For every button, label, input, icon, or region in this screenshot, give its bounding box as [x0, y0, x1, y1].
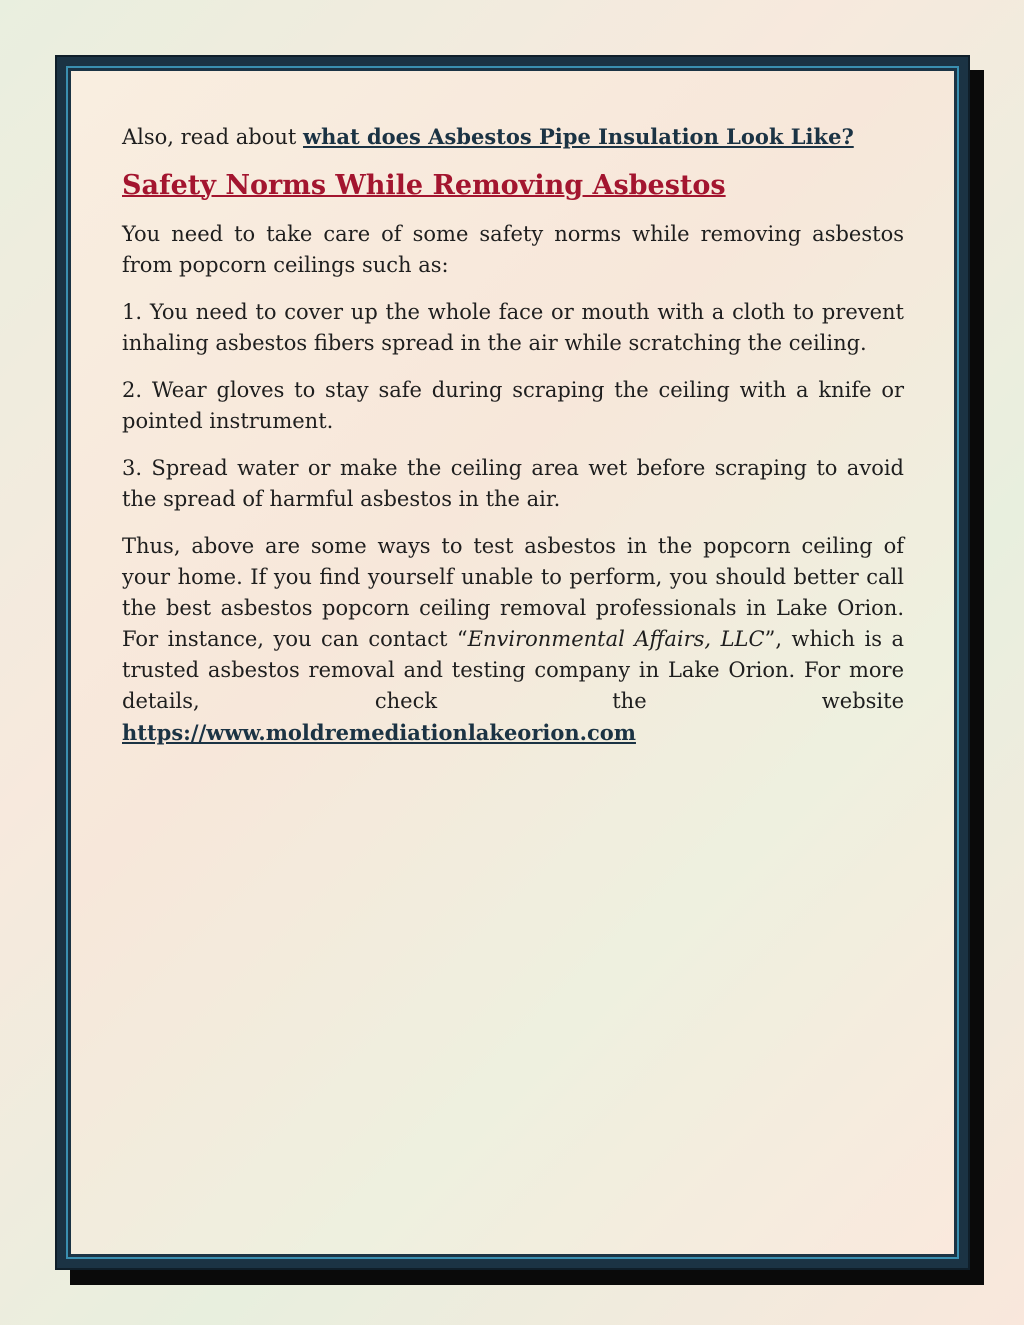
- closing-text-before: Thus, above are some ways to test asbestos in the popcorn ceiling of your home. If you find yourself unable to perform, you should better call the best asbestos popcorn ceiling removal professionals in Lake Orion. For instance, you can contact “: [122, 534, 904, 651]
- closing-paragraph: [122, 531, 904, 749]
- intro-line: [122, 121, 904, 153]
- website-link[interactable]: https://www.moldremediationlakeorion.com: [122, 720, 636, 745]
- article-content: [122, 121, 904, 749]
- section-heading: Safety Norms While Removing Asbestos: [122, 170, 726, 201]
- list-item-face-cover: 1. You need to cover up the whole face or mouth with a cloth to prevent inhaling asbestos fibers spread in the air while scratching the ceiling.: [122, 300, 904, 355]
- company-name: Environmental Affairs, LLC: [467, 627, 765, 651]
- page-frame: [55, 55, 970, 1270]
- page-body: [71, 71, 954, 1254]
- list-item-water: 3. Spread water or make the ceiling area wet before scraping to avoid the spread of harmful asbestos in the air.: [122, 456, 904, 511]
- intro-prefix: Also, read about: [122, 125, 304, 149]
- paragraph-intro: You need to take care of some safety norms while removing asbestos from popcorn ceilings such as:: [122, 222, 904, 277]
- pipe-insulation-link[interactable]: what does Asbestos Pipe Insulation Look Like?: [303, 124, 854, 149]
- list-item-gloves: 2. Wear gloves to stay safe during scraping the ceiling with a knife or pointed instrument.: [122, 378, 904, 433]
- closing-text-after: ”, which is a trusted asbestos removal and testing company in Lake Orion. For more details, check the website: [122, 627, 905, 713]
